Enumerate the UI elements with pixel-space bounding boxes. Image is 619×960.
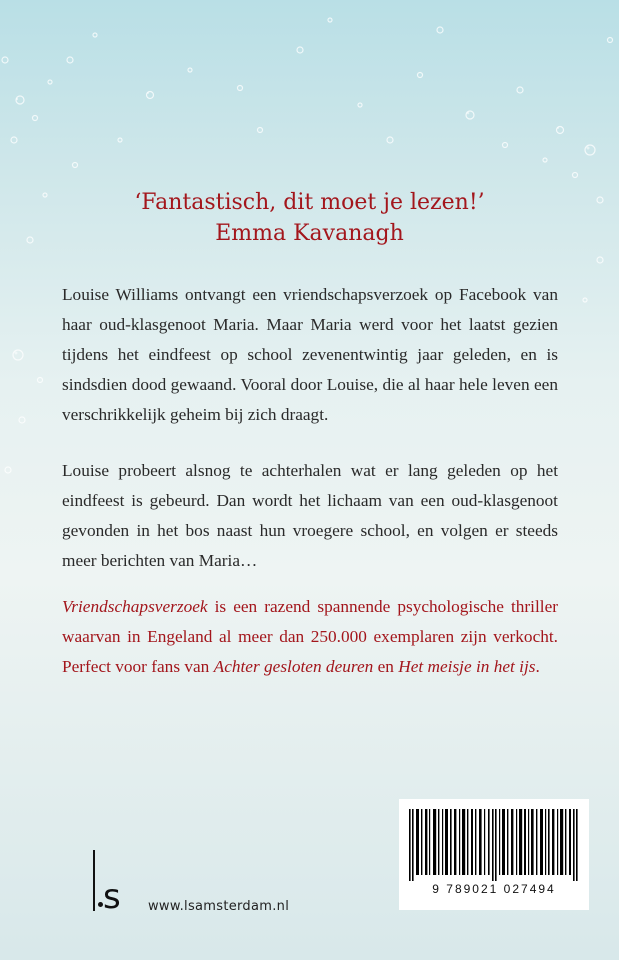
quote-text: ‘Fantastisch, dit moet je lezen!’ bbox=[134, 190, 485, 215]
barcode-bars bbox=[409, 809, 579, 881]
book-title: Vriendschapsverzoek bbox=[62, 597, 208, 616]
blurb-paragraph-2: Louise probeert alsnog te achterhalen wat er lang geleden op het eindfeest is gebeurd. Dan wordt het lichaam van een oud-klasgenoot gevonden in het bos naast hun vroegere school, en volgen er steeds meer berichten van Maria… bbox=[62, 461, 558, 570]
logo-bar bbox=[93, 850, 95, 911]
referenced-book-1: Achter gesloten deuren bbox=[213, 657, 374, 676]
logo-letter: s bbox=[103, 877, 121, 917]
blurb-text: . bbox=[535, 657, 540, 676]
isbn-number: 9 789021 027494 bbox=[432, 882, 556, 896]
referenced-book-2: Het meisje in het ijs bbox=[398, 657, 536, 676]
isbn-barcode bbox=[399, 799, 589, 910]
quote-author: Emma Kavanagh bbox=[215, 221, 404, 246]
blurb-text: en bbox=[373, 657, 399, 676]
blurb-paragraph-3 bbox=[62, 592, 558, 682]
blurb-paragraph-1: Louise Williams ontvangt een vriendschapsverzoek op Facebook van haar oud-klasgenoot Maria. Maar Maria werd voor het laatst gezien tijdens het eindfeest op school zevenentwintig jaar geleden, en is sindsdien dood gewaand. Vooral door Louise, die al haar hele leven een verschrikkelijk geheim bij zich draagt. bbox=[62, 285, 558, 424]
publisher-website: www.lsamsterdam.nl bbox=[148, 899, 290, 914]
blurb-text: is een razend spannende psychologische thriller waarvan in Engeland al meer dan 250.000 exemplaren zijn verkocht. Perfect voor fans van bbox=[62, 597, 558, 676]
